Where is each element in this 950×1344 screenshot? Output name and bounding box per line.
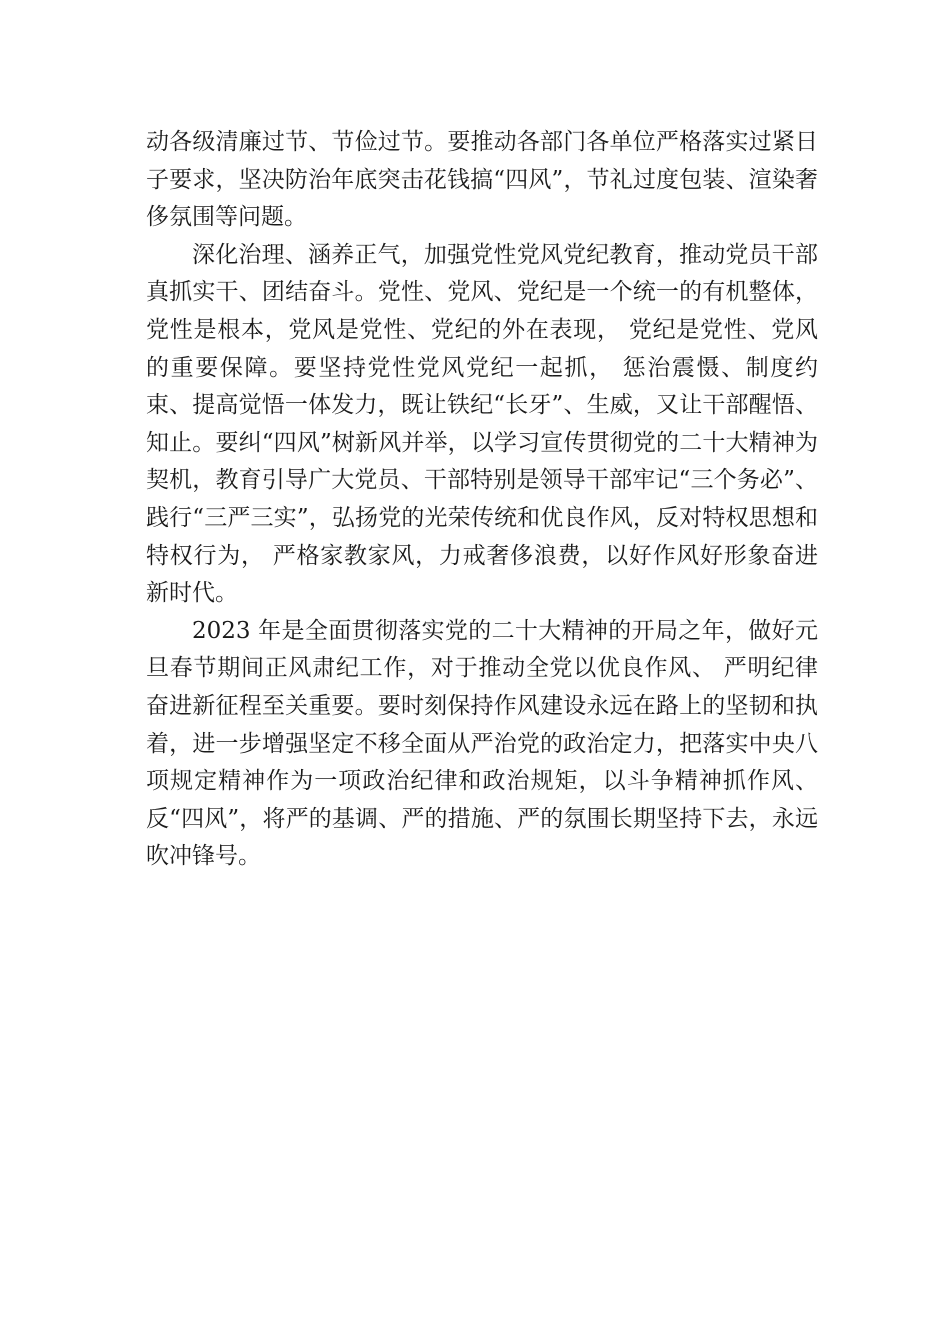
paragraph-3: 2023 年是全面贯彻落实党的二十大精神的开局之年，做好元旦春节期间正风肃纪工作，对于推动全党以优良作风、 严明纪律奋进新征程至关重要。要时刻保持作风建设永远在路上的坚韧和执着，进一步增强坚定不移全面从严治党的政治定力，把落实中央八项规定精神作为一项政治纪律和政治规矩，以斗争精神抓作风、反“四风”，将严的基调、严的措施、严的氛围长期坚持下去，永远吹冲锋号。 bbox=[146, 617, 818, 870]
paragraph-1: 动各级清廉过节、节俭过节。要推动各部门各单位严格落实过紧日子要求，坚决防治年底突击花钱搞“四风”，节礼过度包装、渲染奢侈氛围等问题。 bbox=[146, 129, 818, 231]
paragraph-2: 深化治理、涵养正气，加强党性党风党纪教育，推动党员干部真抓实干、团结奋斗。党性、党风、党纪是一个统一的有机整体，党性是根本，党风是党性、党纪的外在表现， 党纪是党性、党风的重要保障。要坚持党性党风党纪一起抓， 惩治震慑、制度约束、提高觉悟一体发力，既让铁纪“长牙”、生威，又让干部醒悟、知止。要纠“四风”树新风并举，以学习宣传贯彻党的二十大精神为契机，教育引导广大党员、干部特别是领导干部牢记“三个务必”、践行“三严三实”，弘扬党的光荣传统和优良作风，反对特权思想和特权行为， 严格家教家风，力戒奢侈浪费，以好作风好形象奋进新时代。 bbox=[146, 241, 818, 607]
document-body bbox=[146, 124, 818, 876]
